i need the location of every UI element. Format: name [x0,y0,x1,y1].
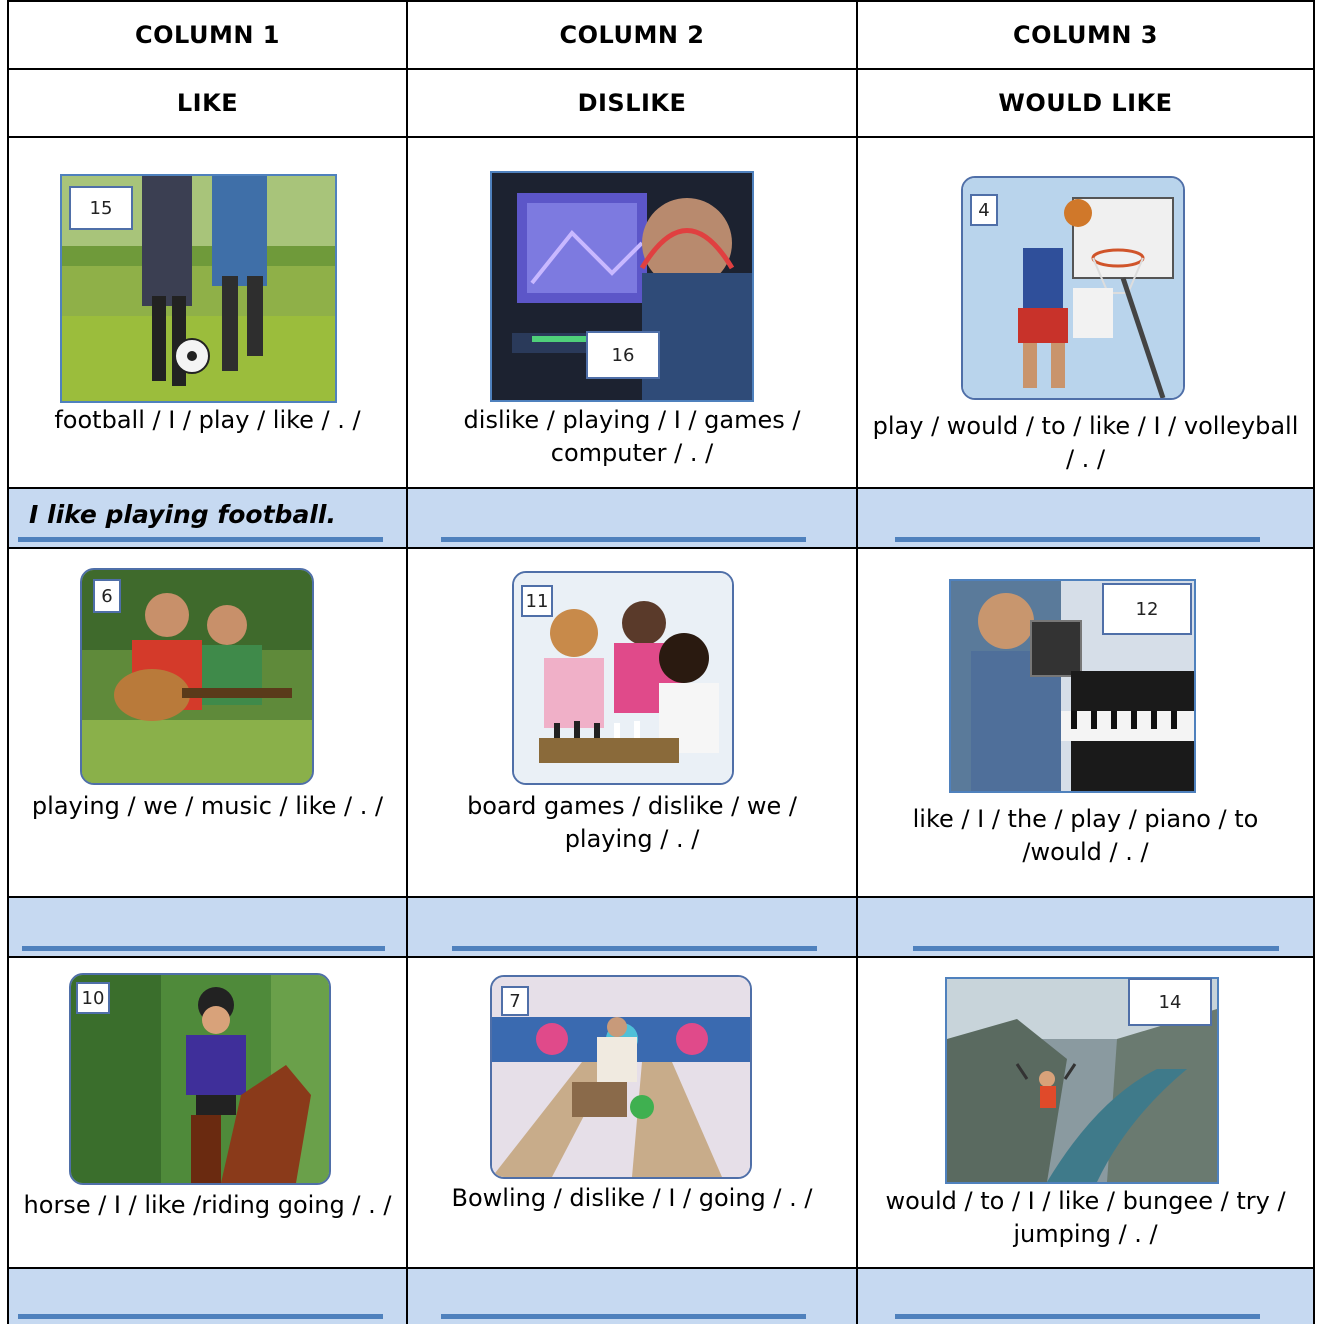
picture-cell [407,548,857,897]
picture-number: 4 [970,194,998,226]
word-prompt: Bowling / dislike / I / going / . / [451,1184,813,1212]
answer-row [8,488,1314,548]
word-prompt: like / I / the / play / piano / to /would / . / [912,805,1259,866]
answer-line [22,946,385,951]
answer-line [913,946,1279,951]
word-prompt: football / I / play / like / . / [54,406,361,434]
answer-cell[interactable] [857,1268,1314,1324]
picture-number: 15 [69,186,133,230]
answer-line [895,537,1260,542]
picture-row [8,548,1314,897]
picture-cell [857,957,1314,1268]
picture-number: 7 [501,986,529,1016]
picture-cell [8,957,407,1268]
answer-row [8,1268,1314,1324]
word-prompt: board games / dislike / we / playing / . / [467,792,797,853]
column-header: COLUMN 3 [857,1,1314,69]
picture-number: 6 [93,579,121,613]
subheader-row [8,69,1314,137]
answer-cell[interactable] [857,897,1314,957]
answer-row [8,897,1314,957]
answer-line [452,946,817,951]
word-prompt: play / would / to / like / I / volleyball / . / [872,412,1299,473]
picture-row [8,137,1314,488]
picture-number: 11 [521,585,553,617]
answer-cell[interactable] [857,488,1314,548]
column-header: COLUMN 2 [407,1,857,69]
picture-number: 12 [1102,583,1192,635]
word-prompt: horse / I / like /riding going / . / [23,1191,392,1219]
answer-line [18,537,383,542]
word-prompt: dislike / playing / I / games / computer / . / [463,406,801,467]
category-header: LIKE [8,69,407,137]
picture-cell [8,548,407,897]
category-header: DISLIKE [407,69,857,137]
picture-number: 10 [76,982,110,1014]
word-prompt: would / to / I / like / bungee / try / jumping / . / [885,1187,1286,1248]
picture-cell [407,137,857,488]
answer-cell[interactable] [8,1268,407,1324]
header-row [8,1,1314,69]
answer-line [441,537,806,542]
picture-cell [8,137,407,488]
answer-cell[interactable] [8,897,407,957]
answer-line [441,1314,806,1319]
column-header: COLUMN 1 [8,1,407,69]
answer-line [18,1314,383,1319]
picture-cell [857,548,1314,897]
worksheet-table [7,0,1315,1324]
picture-number: 16 [586,331,660,379]
picture-number: 14 [1128,978,1212,1026]
answer-text: I like playing football. [29,500,336,529]
picture-cell [407,957,857,1268]
bowling-picture [490,975,752,1179]
picture-row [8,957,1314,1268]
answer-cell[interactable] [407,488,857,548]
answer-line [895,1314,1260,1319]
category-header: WOULD LIKE [857,69,1314,137]
word-prompt: playing / we / music / like / . / [31,792,384,820]
answer-cell[interactable] [407,1268,857,1324]
answer-cell[interactable] [8,488,407,548]
answer-cell[interactable] [407,897,857,957]
picture-cell [857,137,1314,488]
